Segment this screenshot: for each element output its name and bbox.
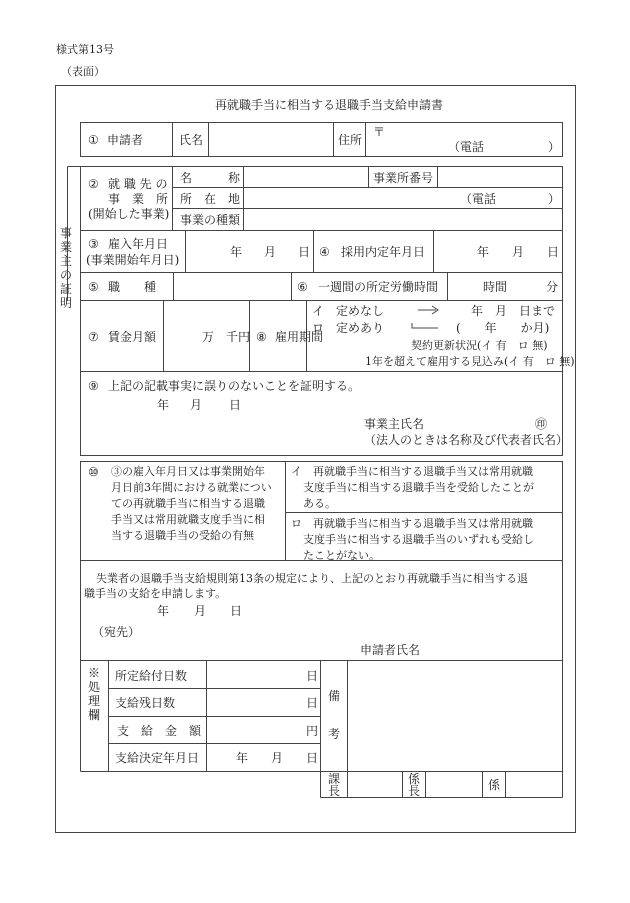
section-chief-label-1: 課 xyxy=(328,772,341,786)
prior-receipt-q5: 当する退職手当の受給の有無 xyxy=(111,529,254,542)
period-option-ro[interactable]: ロ 定めあり xyxy=(312,321,385,335)
hire-date-no: ③ xyxy=(88,237,99,251)
seal-mark: ㊞ xyxy=(535,417,548,431)
proc-row-1-unit: 日 xyxy=(306,669,319,683)
office-no-label: 事業所番号 xyxy=(373,171,434,185)
staff-label: 係 xyxy=(488,778,501,792)
processing-label: ※処理欄 xyxy=(87,666,100,722)
hire-year: 年 xyxy=(230,245,243,259)
prior-receipt-q4: 手当又は常用就職支度手当に相 xyxy=(111,513,265,526)
hire-date-label-2: (事業開始年月日) xyxy=(86,253,180,267)
period-option-i[interactable]: イ 定めなし xyxy=(312,304,385,318)
cert-month: 月 xyxy=(190,398,203,412)
offer-day: 日 xyxy=(547,245,560,259)
corporate-note: （法人のときは名称及び代表者氏名） xyxy=(364,433,569,447)
employer-label-2: 事 業 所 xyxy=(108,192,169,206)
proc-row-1-label: 所定給付日数 xyxy=(115,669,188,683)
prior-receipt-q2: 月日前3年間における就業につい xyxy=(111,481,272,494)
offer-year: 年 xyxy=(477,245,490,259)
period-renewal[interactable]: 契約更新状況(イ 有 ロ 無) xyxy=(411,339,548,352)
weekly-hours-no: ⑥ xyxy=(297,280,308,294)
applicant-address-field[interactable] xyxy=(367,124,561,155)
offer-month: 月 xyxy=(512,245,525,259)
offer-date-no: ④ xyxy=(319,245,330,259)
form-title: 再就職手当に相当する退職手当支給申請書 xyxy=(215,98,444,112)
proc-row-4-month: 月 xyxy=(271,751,284,765)
job-type-no: ⑤ xyxy=(88,280,99,294)
subsection-chief-label-1: 係 xyxy=(408,772,421,786)
employer-tel-label: （電話 xyxy=(460,192,497,206)
applicant-label: 申請者 xyxy=(107,133,144,147)
employer-label-1: 就 職 先 の xyxy=(108,177,168,191)
proc-row-4-label: 支給決定年月日 xyxy=(115,751,200,765)
period-until: 年 月 日まで xyxy=(471,304,556,318)
application-year: 年 xyxy=(157,604,170,618)
weekly-hours-unit: 時間 xyxy=(483,280,508,294)
application-statement-2: 職手当の支給を申請します。 xyxy=(84,587,227,600)
employer-name-sign-label: 事業主氏名 xyxy=(364,417,425,431)
weekly-minutes-unit: 分 xyxy=(546,280,559,294)
applicant-tel-label: （電話 xyxy=(448,140,485,154)
addressee-label: （宛先） xyxy=(92,625,141,639)
remarks-label-1: 備 xyxy=(328,689,341,703)
application-statement-1: 失業者の退職手当支給規則第13条の規定により、上記のとおり再就職手当に相当する退 xyxy=(96,572,528,585)
proc-row-2-unit: 日 xyxy=(306,696,319,710)
remarks-label-2: 考 xyxy=(328,727,341,741)
prior-option-i-1[interactable]: イ 再就職手当に相当する退職手当又は常用就職 xyxy=(291,465,533,478)
applicant-name-label: 氏名 xyxy=(179,133,204,147)
applicant-sign-label: 申請者氏名 xyxy=(360,643,421,657)
period-over-one-year[interactable]: 1年を超えて雇用する見込み(イ 有 ロ 無) xyxy=(365,355,575,368)
application-month: 月 xyxy=(194,604,207,618)
cert-no: ⑨ xyxy=(88,379,99,393)
prior-option-i-2: 支度手当に相当する退職手当を受給したことが xyxy=(303,481,534,494)
proc-row-4-day: 日 xyxy=(306,751,319,765)
weekly-hours-label: 一週間の所定労働時間 xyxy=(318,280,439,294)
proc-row-3-unit: 円 xyxy=(306,724,319,738)
applicant-address-label: 住所 xyxy=(338,133,363,147)
cert-day: 日 xyxy=(229,398,242,412)
period-label: 雇用期間 xyxy=(275,330,324,344)
wage-senyen-unit: 千円 xyxy=(226,330,251,344)
employer-cert-label: 事業主の証明 xyxy=(59,226,72,310)
form-number: 様式第13号 xyxy=(56,43,114,56)
employer-label-3: (開始した事業) xyxy=(88,207,170,221)
period-no: ⑧ xyxy=(256,330,267,344)
job-type-label: 職 種 xyxy=(108,280,157,294)
prior-option-i-3: ある。 xyxy=(303,497,336,510)
application-day: 日 xyxy=(230,604,243,618)
hire-month: 月 xyxy=(264,245,277,259)
employer-tel-close: ） xyxy=(548,192,561,206)
applicant-no: ① xyxy=(88,133,99,147)
wage-label: 賃金月額 xyxy=(108,330,157,344)
prior-option-ro-1[interactable]: ロ 再就職手当に相当する退職手当又は常用就職 xyxy=(291,517,533,530)
prior-receipt-no: ⑩ xyxy=(88,465,99,479)
applicant-name-field[interactable] xyxy=(210,124,332,155)
side-label: （表面） xyxy=(61,65,105,78)
prior-option-ro-3: たことがない。 xyxy=(303,549,380,562)
offer-date-label: 採用内定年月日 xyxy=(341,245,426,259)
prior-receipt-q3: ての再就職手当に相当する退職 xyxy=(111,497,265,510)
cert-statement: 上記の記載事実に誤りのないことを証明する。 xyxy=(108,379,361,393)
postal-mark: 〒 xyxy=(373,125,386,139)
proc-row-2-label: 支給残日数 xyxy=(115,696,176,710)
employer-location-label: 所 在 地 xyxy=(180,192,241,206)
prior-receipt-q1: ③の雇入年月日又は事業開始年 xyxy=(111,465,265,478)
prior-option-ro-2: 支度手当に相当する退職手当のいずれも受給し xyxy=(303,533,534,546)
employer-no: ② xyxy=(88,177,99,191)
hire-date-label-1: 雇入年月日 xyxy=(108,237,169,251)
hire-day: 日 xyxy=(298,245,311,259)
subsection-chief-label-2: 長 xyxy=(408,784,421,798)
employer-name-label: 名 称 xyxy=(180,171,241,185)
proc-row-3-label: 支 給 金 額 xyxy=(117,724,202,738)
cert-year: 年 xyxy=(157,398,170,412)
applicant-tel-close: ） xyxy=(548,140,561,154)
period-months: ( 年 か月) xyxy=(456,321,550,335)
wage-no: ⑦ xyxy=(88,330,99,344)
wage-man-unit: 万 xyxy=(202,330,215,344)
proc-row-4-year: 年 xyxy=(236,751,249,765)
section-chief-label-2: 長 xyxy=(328,784,341,798)
business-type-label: 事業の種類 xyxy=(180,213,241,227)
